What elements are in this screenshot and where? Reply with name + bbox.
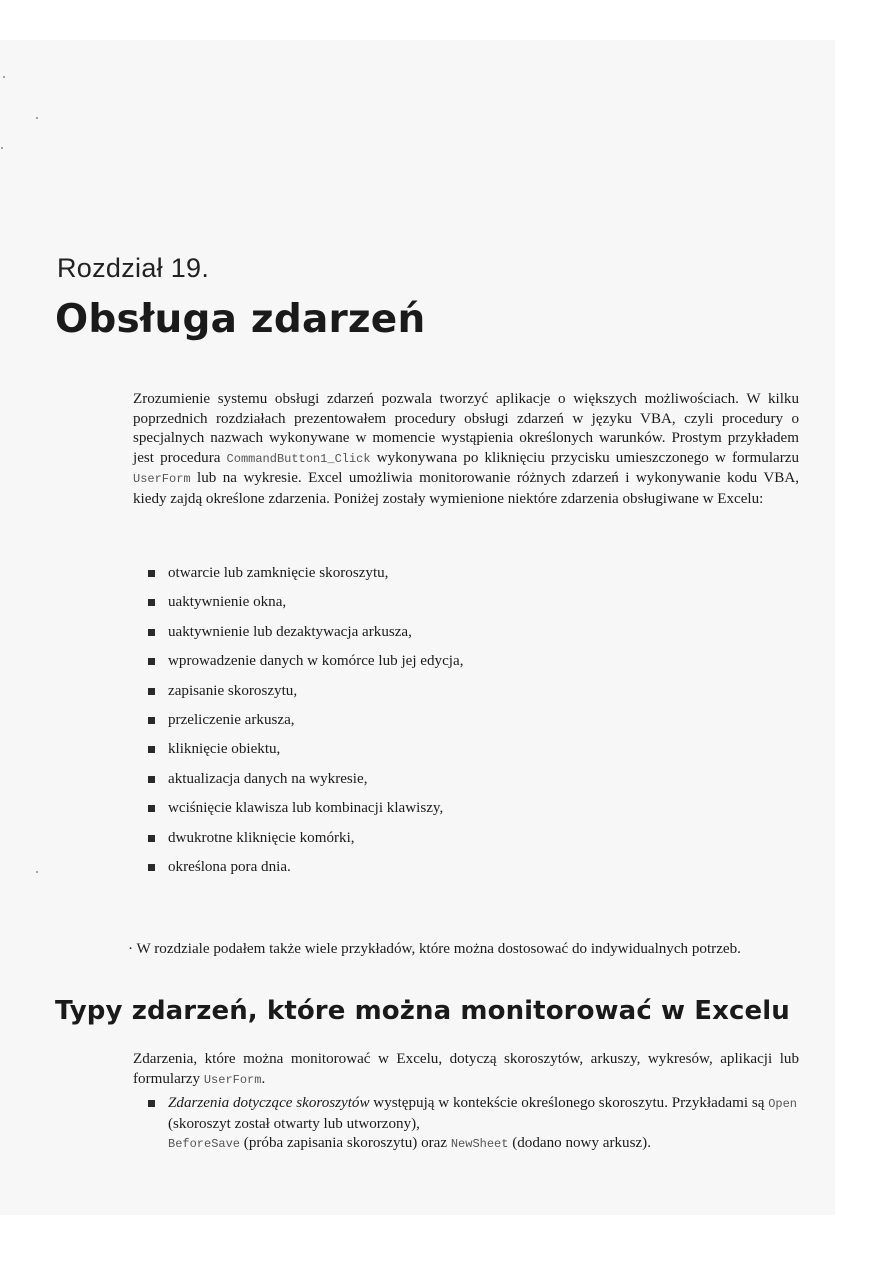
list-item	[146, 593, 463, 622]
list-item	[146, 682, 463, 711]
list-item-text: zapisanie skoroszytu,	[168, 682, 298, 699]
section-heading: Typy zdarzeń, które można monitorować w Excelu	[55, 996, 790, 1026]
square-bullet-icon	[148, 629, 155, 636]
list-item	[146, 564, 463, 593]
item-text: występują w kontekście określonego skoroszytu. Przykładami są	[373, 1095, 765, 1111]
punctuation: .	[261, 1070, 266, 1087]
chapter-number: Rozdział 19.	[57, 253, 210, 283]
list-item	[146, 799, 463, 828]
list-item-text: aktualizacja danych na wykresie,	[168, 770, 368, 787]
list-item	[146, 711, 463, 740]
square-bullet-icon	[148, 746, 155, 753]
code-term: BeforeSave	[168, 1137, 241, 1152]
item-text: (próba zapisania skoroszytu) oraz	[243, 1135, 448, 1152]
square-bullet-icon	[148, 599, 155, 606]
item-text: (skoroszyt został otwarty lub utworzony),	[168, 1115, 420, 1132]
square-bullet-icon	[148, 1100, 155, 1107]
list-item	[146, 740, 463, 769]
code-term: UserForm	[203, 1072, 262, 1087]
list-item-text: wprowadzenie danych w komórce lub jej edycja,	[168, 653, 464, 670]
square-bullet-icon	[148, 688, 155, 695]
list-item	[146, 623, 463, 652]
code-term: CommandButton1_Click	[226, 451, 371, 466]
list-item-text: dwukrotne kliknięcie komórki,	[168, 829, 355, 846]
scan-speck	[1, 147, 3, 149]
item-text: (dodano nowy arkusz).	[512, 1135, 651, 1152]
event-type-item	[146, 1094, 806, 1155]
list-item-text: przeliczenie arkusza,	[168, 711, 295, 728]
square-bullet-icon	[148, 717, 155, 724]
section-intro-text: Zdarzenia, które można monitorować w Excelu, dotyczą skoroszytów, arkuszy, wykresów, aplikacji lub formularzy	[133, 1051, 799, 1087]
list-item-text: uaktywnienie lub dezaktywacja arkusza,	[168, 623, 412, 640]
intro-paragraph	[133, 390, 799, 510]
event-list	[146, 564, 463, 887]
list-item	[146, 858, 463, 887]
event-type-term: Zdarzenia dotyczące skoroszytów	[168, 1095, 370, 1111]
list-item-text: kliknięcie obiektu,	[168, 741, 281, 758]
closing-paragraph: · W rozdziale podałem także wiele przykładów, które można dostosować do indywidualnych potrzeb.	[128, 941, 741, 957]
list-item-text: określona pora dnia.	[168, 858, 291, 875]
list-item	[146, 829, 463, 858]
section-intro-paragraph	[133, 1050, 799, 1090]
code-term: Open	[768, 1097, 797, 1111]
list-item-text: wciśnięcie klawisza lub kombinacji klawiszy,	[168, 800, 444, 817]
square-bullet-icon	[148, 570, 155, 577]
square-bullet-icon	[148, 805, 155, 812]
square-bullet-icon	[148, 835, 155, 842]
list-item	[146, 652, 463, 681]
intro-text: wykonywana po kliknięciu przycisku umieszczonego w formularzu	[376, 449, 800, 466]
intro-text: Zrozumienie systemu obsługi zdarzeń pozwala tworzyć aplikacje o większych możliwościach. W kilku poprzednich rozdziałach prezentowałem procedury obsługi zdarzeń w języku VBA, czyli procedury o specjalnych nazwach wykonywane w momencie wystąpienia określonych warunków. Prostym przykładem jest procedura	[133, 391, 799, 466]
list-item-text: otwarcie lub zamknięcie skoroszytu,	[168, 565, 389, 581]
code-term: UserForm	[133, 472, 191, 487]
intro-text: lub na wykresie. Excel umożliwia monitorowanie różnych zdarzeń i wykonywanie kodu VBA, kiedy zajdą określone zdarzenia. Poniżej zostały wymienione niektóre zdarzenia obsługiwane w Excelu:	[133, 470, 799, 507]
scan-speck	[36, 117, 38, 119]
code-term: NewSheet	[450, 1137, 509, 1152]
square-bullet-icon	[148, 658, 155, 665]
list-item-text: uaktywnienie okna,	[168, 594, 287, 611]
event-type-text	[168, 1094, 806, 1155]
scan-speck	[36, 871, 38, 873]
list-item	[146, 770, 463, 799]
chapter-title: Obsługa zdarzeń	[55, 297, 426, 342]
scan-speck	[3, 76, 5, 78]
square-bullet-icon	[148, 776, 155, 783]
square-bullet-icon	[148, 864, 155, 871]
